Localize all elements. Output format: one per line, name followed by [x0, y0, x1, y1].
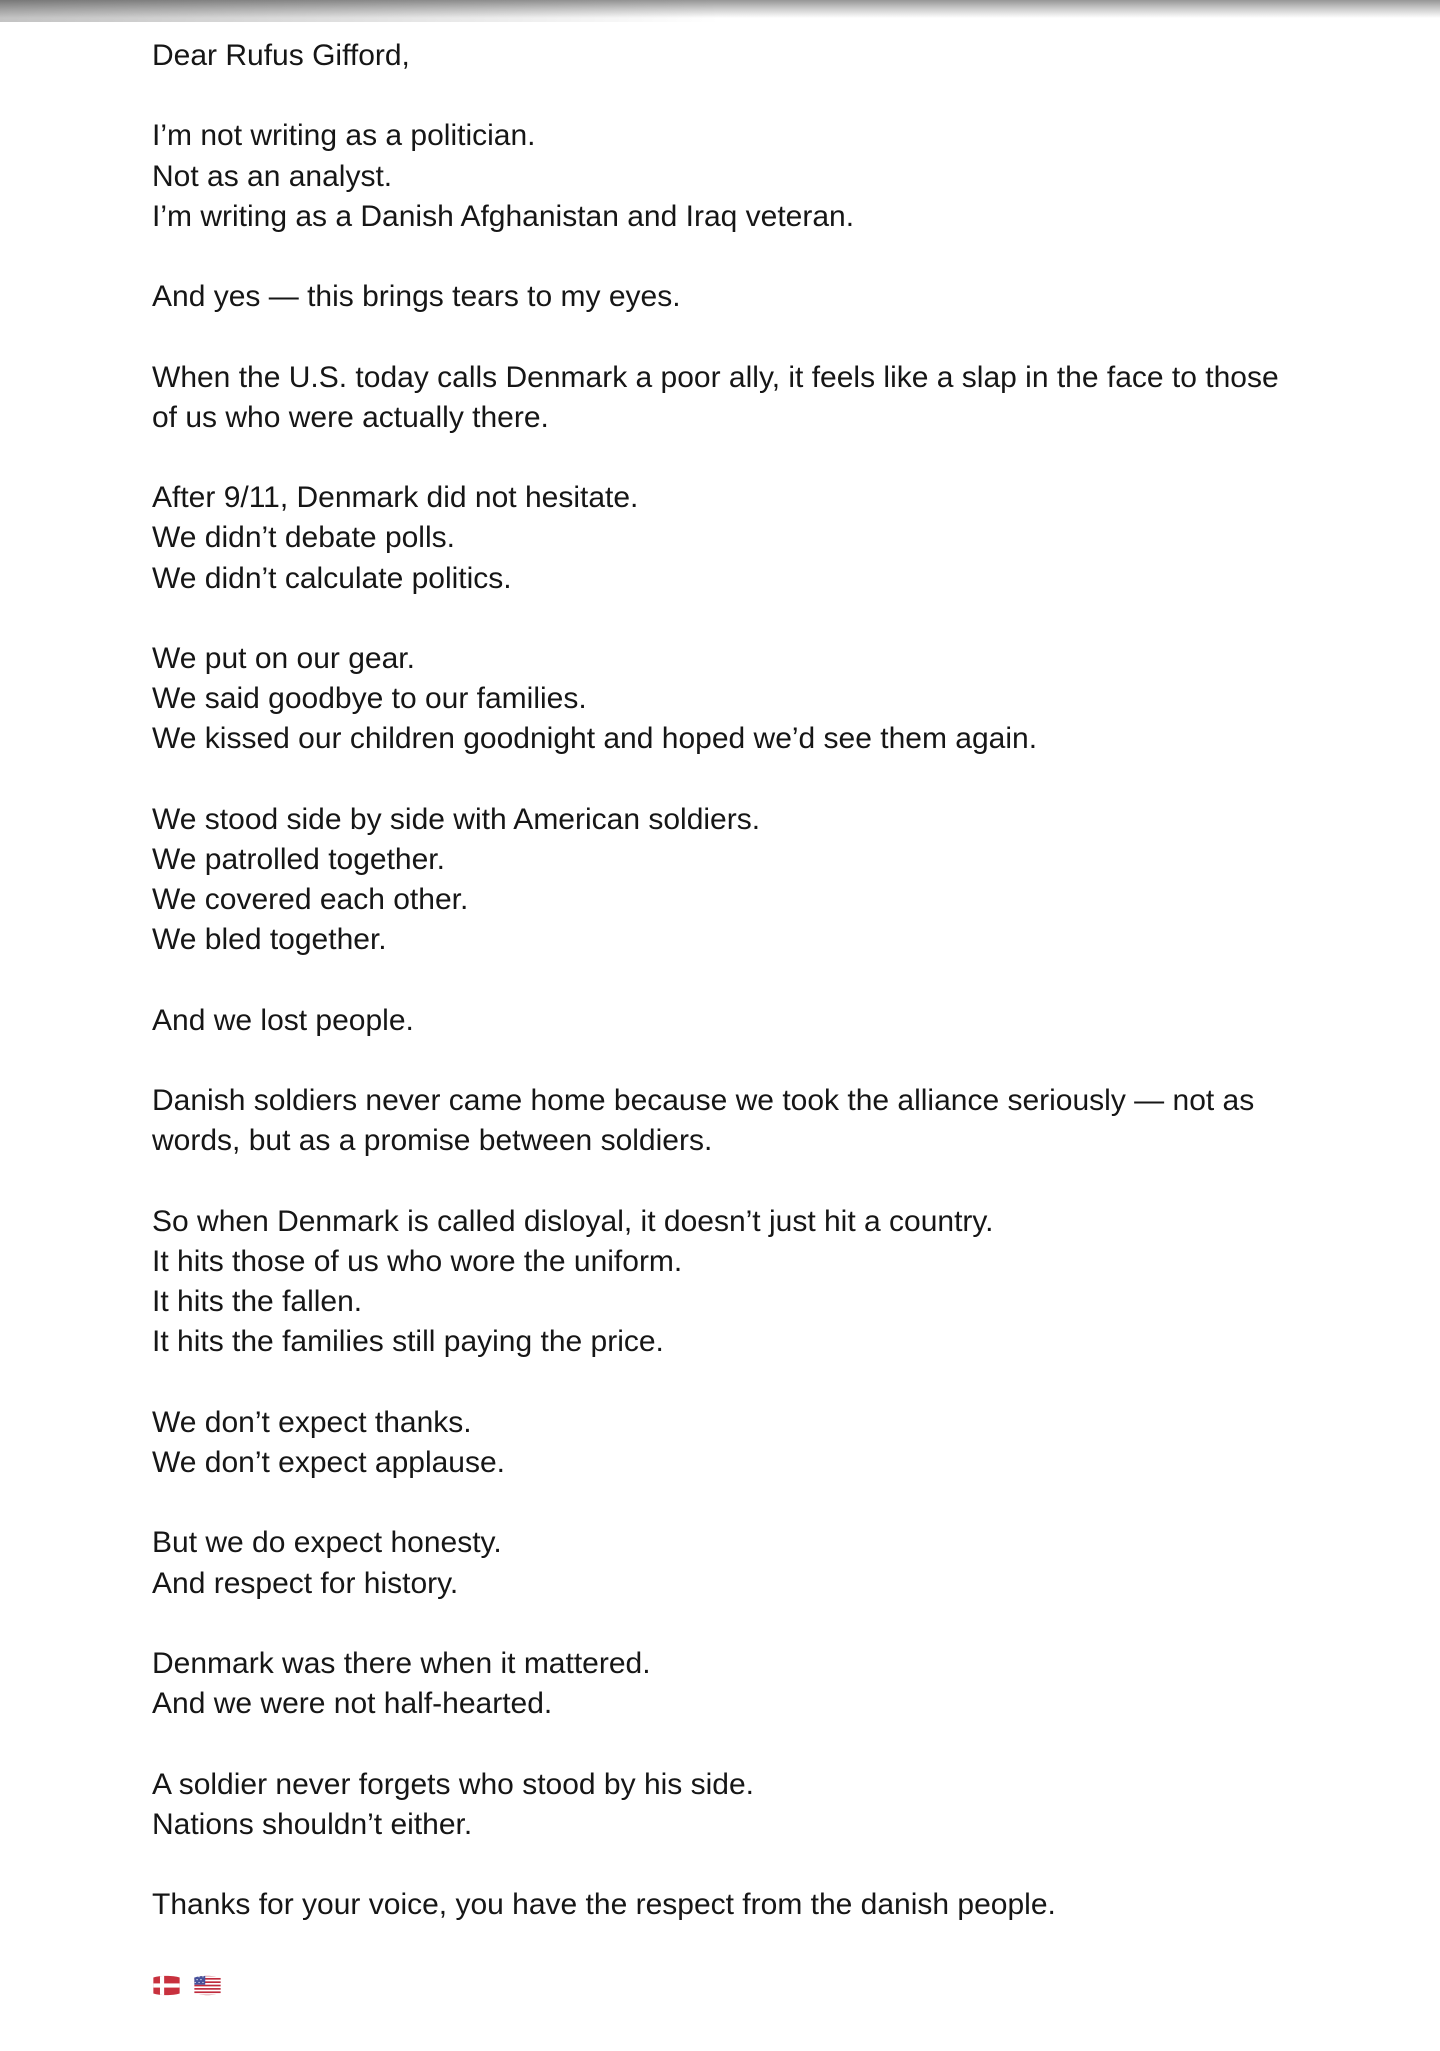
text-line: And yes — this brings tears to my eyes.: [152, 280, 681, 314]
text-line: We covered each other.: [152, 883, 469, 917]
text-line: And we lost people.: [152, 1003, 414, 1037]
paragraph: [152, 639, 1290, 760]
text-line: of us who were actually there.: [152, 400, 549, 434]
paragraph: [152, 1202, 1290, 1363]
text-line: I’m writing as a Danish Afghanistan and Iraq veteran.: [152, 199, 855, 233]
text-line: A soldier never forgets who stood by his side.: [152, 1767, 754, 1801]
text-line: And respect for history.: [152, 1566, 459, 1600]
text-line: We don’t expect thanks.: [152, 1405, 472, 1439]
paragraph: [152, 277, 1290, 317]
paragraph: [152, 1885, 1290, 1925]
paragraph: [152, 478, 1290, 599]
paragraph: [152, 1523, 1290, 1603]
text-line: And we were not half-hearted.: [152, 1687, 553, 1721]
text-line: Thanks for your voice, you have the respect from the danish people.: [152, 1888, 1056, 1922]
salutation: Dear Rufus Gifford,: [152, 39, 410, 72]
paragraph: [152, 1403, 1290, 1483]
text-line: Not as an analyst.: [152, 159, 393, 193]
text-line: We stood side by side with American soldiers.: [152, 802, 761, 836]
signature-flags: [152, 1966, 1290, 2006]
paragraph: [152, 800, 1290, 961]
text-line: I’m not writing as a politician.: [152, 119, 536, 153]
text-line: It hits the families still paying the price.: [152, 1325, 664, 1359]
paragraph: [152, 116, 1290, 237]
text-line: We said goodbye to our families.: [152, 682, 587, 716]
text-line: It hits the fallen.: [152, 1285, 363, 1319]
denmark-flag-icon: [152, 1974, 181, 1997]
text-line: We didn’t debate polls.: [152, 521, 455, 555]
paragraph: [152, 1644, 1290, 1724]
us-flag-icon: [193, 1974, 222, 1997]
text-line: It hits those of us who wore the uniform.: [152, 1244, 683, 1278]
text-line: After 9/11, Denmark did not hesitate.: [152, 481, 639, 515]
text-line: We patrolled together.: [152, 842, 445, 876]
text-line: Danish soldiers never came home because we took the alliance seriously — not as: [152, 1084, 1255, 1118]
text-line: Denmark was there when it mattered.: [152, 1646, 651, 1680]
text-line: We bled together.: [152, 923, 387, 957]
text-line: We kissed our children goodnight and hoped we’d see them again.: [152, 722, 1038, 756]
text-line: We didn’t calculate politics.: [152, 561, 512, 595]
text-line: We put on our gear.: [152, 641, 415, 675]
text-line: Nations shouldn’t either.: [152, 1807, 473, 1841]
letter-body: [152, 116, 1290, 1925]
text-line: When the U.S. today calls Denmark a poor ally, it feels like a slap in the face to those: [152, 360, 1279, 394]
text-line: We don’t expect applause.: [152, 1445, 506, 1479]
paragraph: [152, 1765, 1290, 1845]
paragraph: [152, 1081, 1290, 1161]
paragraph: [152, 1001, 1290, 1041]
text-line: But we do expect honesty.: [152, 1526, 502, 1560]
text-line: So when Denmark is called disloyal, it doesn’t just hit a country.: [152, 1204, 994, 1238]
paragraph: [152, 358, 1290, 438]
text-line: words, but as a promise between soldiers.: [152, 1124, 713, 1158]
